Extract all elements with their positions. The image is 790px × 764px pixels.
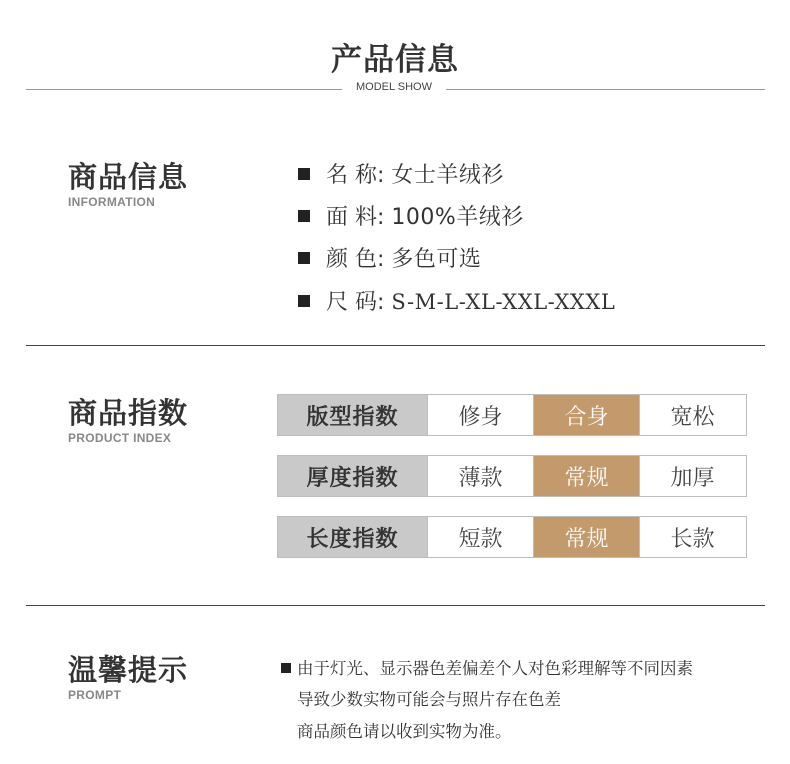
section-subtitle-info: INFORMATION	[68, 195, 156, 209]
square-bullet-icon	[298, 252, 310, 264]
index-row-label: 厚度指数	[278, 456, 427, 496]
square-bullet-icon	[298, 210, 310, 222]
index-option: 短款	[427, 517, 533, 557]
page-title: 产品信息	[331, 42, 459, 78]
square-bullet-icon	[298, 168, 310, 180]
info-label: 颜 色:	[326, 247, 385, 272]
info-label: 尺 码:	[326, 290, 385, 315]
info-item-name	[298, 158, 504, 188]
info-value: 多色可选	[391, 247, 482, 272]
section-title-prompt: 温馨提示	[68, 653, 189, 687]
section-divider	[26, 605, 765, 606]
info-item-size	[298, 285, 615, 315]
info-item-color	[298, 242, 481, 272]
section-title-index: 商品指数	[68, 396, 189, 430]
prompt-line-1	[281, 655, 693, 679]
subtitle-divider-right	[446, 89, 765, 90]
section-divider	[26, 345, 765, 346]
index-row-label: 长度指数	[278, 517, 427, 557]
index-row-thickness	[277, 455, 747, 497]
info-value: 女士羊绒衫	[391, 163, 504, 188]
prompt-line-3: 商品颜色请以收到实物为准。	[297, 722, 512, 741]
index-row-length	[277, 516, 747, 558]
index-row-label: 版型指数	[278, 395, 427, 435]
info-value: 100%羊绒衫	[391, 205, 524, 230]
info-label: 面 料:	[326, 205, 385, 230]
page-subtitle: MODEL SHOW	[356, 81, 432, 93]
square-bullet-icon	[281, 663, 291, 673]
prompt-line-2: 导致少数实物可能会与照片存在色差	[297, 690, 561, 709]
index-option: 长款	[639, 517, 745, 557]
square-bullet-icon	[298, 295, 310, 307]
index-row-fit	[277, 394, 747, 436]
page-subtitle-row	[26, 80, 765, 98]
subtitle-divider-left	[26, 89, 342, 90]
info-label: 名 称:	[326, 163, 385, 188]
index-option: 常规	[533, 517, 639, 557]
section-title-info: 商品信息	[68, 160, 189, 194]
index-option: 宽松	[639, 395, 745, 435]
index-option: 薄款	[427, 456, 533, 496]
info-value: S-M-L-XL-XXL-XXXL	[391, 290, 616, 314]
index-option: 修身	[427, 395, 533, 435]
section-subtitle-index: PRODUCT INDEX	[68, 431, 172, 445]
info-item-fabric	[298, 200, 524, 230]
section-subtitle-prompt: PROMPT	[68, 688, 122, 702]
index-option: 加厚	[639, 456, 745, 496]
prompt-text: 由于灯光、显示器色差偏差个人对色彩理解等不同因素	[297, 659, 693, 678]
index-option: 合身	[533, 395, 639, 435]
index-option: 常规	[533, 456, 639, 496]
